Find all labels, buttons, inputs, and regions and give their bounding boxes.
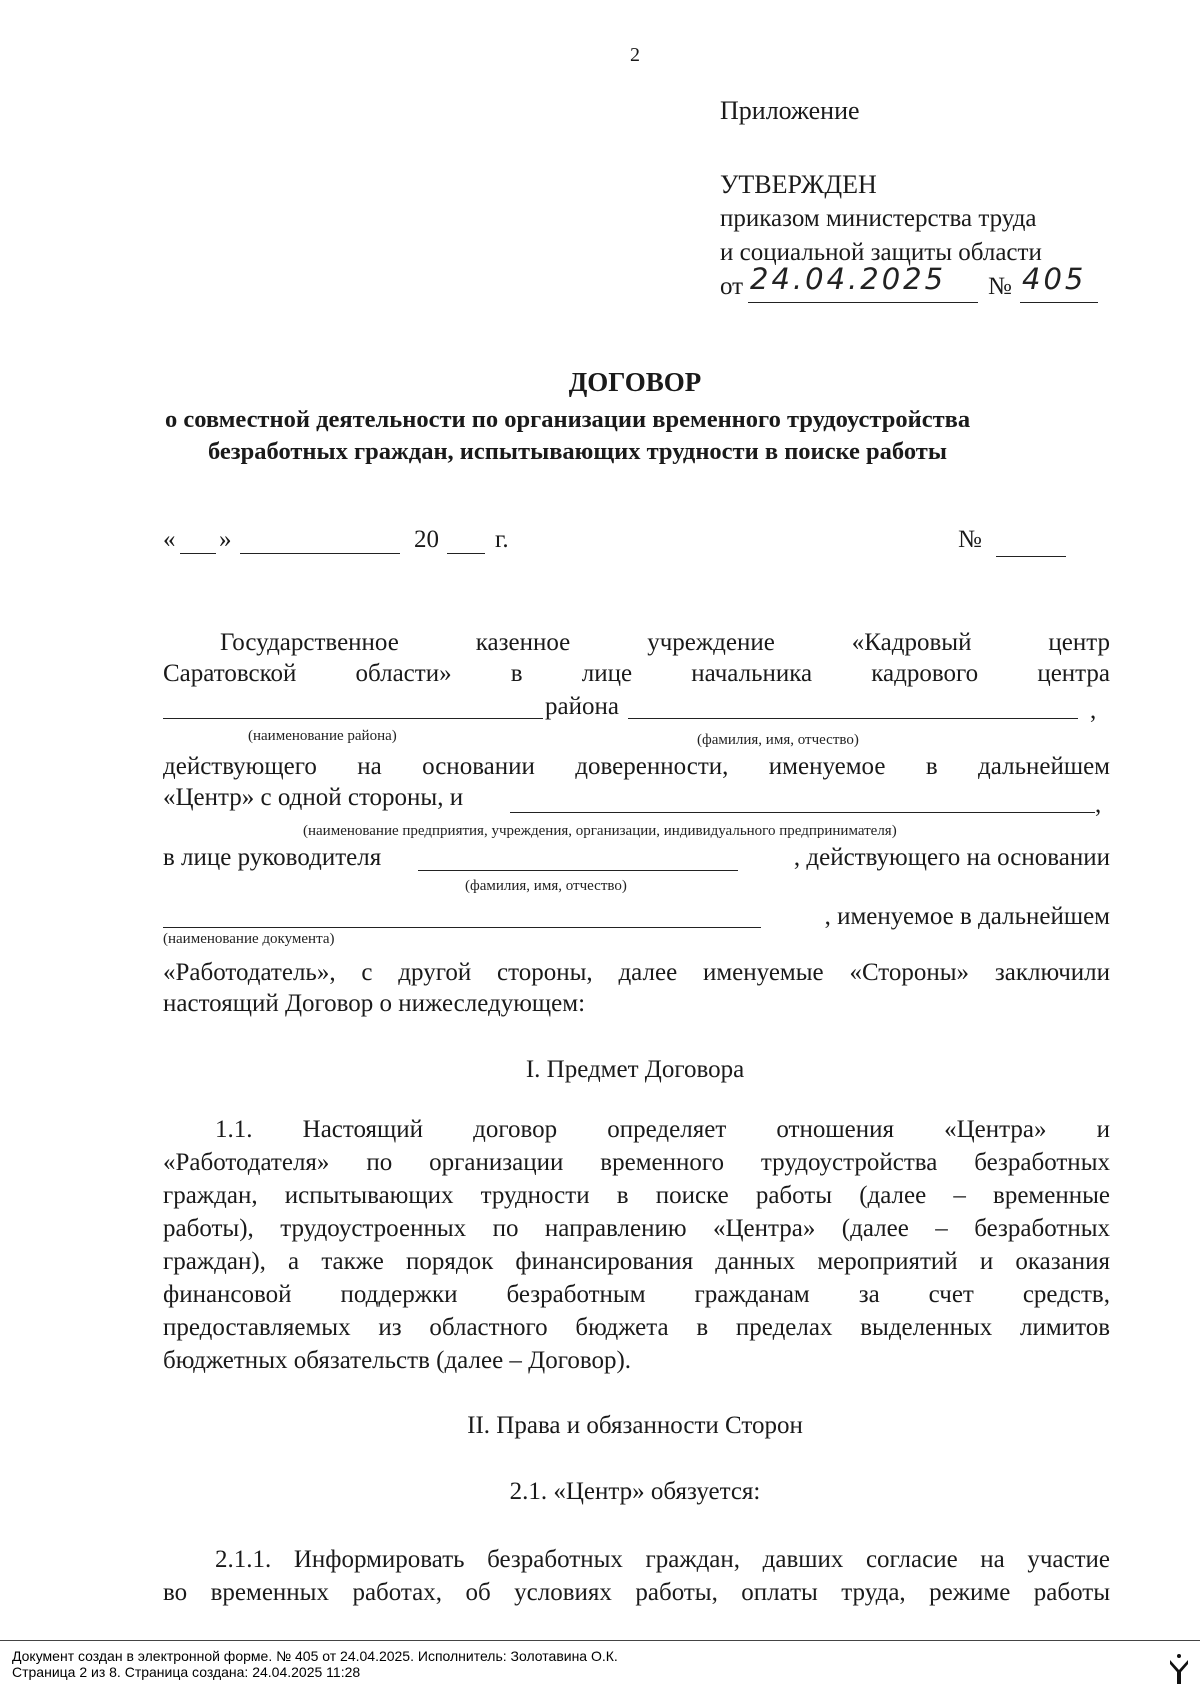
contract-number-label: № [958,526,982,553]
caption-rayon: (наименование района) [248,728,397,744]
year-prefix: 20 [414,526,439,553]
date-quote-close: » [219,526,232,553]
document-subtitle-1: о совместной деятельности по организации временного трудоустройства [165,406,971,433]
region-emblem-icon [1168,1652,1190,1686]
basis-document-blank [163,927,761,928]
order-number-prefix: № [988,273,1012,300]
parties-line-6-right: , действующего на основании [793,844,1110,871]
section-1-line: «Работодателя» по организации временного трудоустройства безработных [163,1149,1110,1176]
parties-line-8: «Работодатель», с другой стороны, далее именуемые «Стороны» заключили [163,959,1110,986]
comma-2: , [1095,791,1102,818]
parties-line-9: настоящий Договор о нижеследующем: [163,990,586,1017]
employer-name-blank [510,812,1095,813]
parties-line-5: «Центр» с одной стороны, и [163,784,464,811]
appendix-label: Приложение [720,96,860,125]
contract-number-blank [996,556,1066,557]
caption-document: (наименование документа) [163,931,335,947]
order-date-handwritten: 24.04.2025 [750,262,947,296]
page-number: 2 [630,44,640,66]
section-1-heading: I. Предмет Договора [525,1056,745,1083]
section-2-line: 2.1.1. Информировать безработных граждан, давших согласие на участие [215,1546,1110,1573]
section-1-last-line: бюджетных обязательств (далее – Договор). [163,1347,632,1374]
section-1-line: предоставляемых из областного бюджета в пределах выделенных лимитов [163,1314,1110,1341]
rayon-blank [163,718,543,719]
approved-label: УТВЕРЖДЕН [720,170,877,199]
caption-fio-1: (фамилия, имя, отчество) [697,732,859,748]
day-blank [180,553,216,554]
parties-line-4: действующего на основании доверенности, именуемое в дальнейшем [163,753,1110,780]
rayon-label: района [545,693,619,720]
parties-line-7-right: , именуемое в дальнейшем [824,903,1110,930]
order-line-2: и социальной защиты области [720,239,1042,266]
section-1-line: 1.1. Настоящий договор определяет отношения «Центра» и [215,1116,1110,1143]
section-1-line: финансовой поддержки безработным гражданам за счет средств, [163,1281,1110,1308]
parties-line-1: Государственное казенное учреждение «Кадровый центр [220,629,1110,656]
section-1-line: граждан), а также порядок финансирования данных мероприятий и оказания [163,1248,1110,1275]
footer-line-2: Страница 2 из 8. Страница создана: 24.04.2025 11:28 [12,1664,361,1680]
manager-fio-blank [418,870,738,871]
order-number-handwritten: 405 [1022,262,1087,296]
caption-fio-2: (фамилия, имя, отчество) [465,878,627,894]
year-suffix: г. [495,526,509,553]
year-blank [447,553,485,554]
director-fio-blank [628,718,1078,719]
month-blank [240,553,400,554]
section-1-line: работы), трудоустроенных по направлению «Центра» (далее – безработных [163,1215,1110,1242]
order-line-1: приказом министерства труда [720,205,1037,232]
order-number-underline [1020,302,1098,303]
date-quote-open: « [163,526,176,553]
order-date-underline [748,302,978,303]
footer-line-1: Документ создан в электронной форме. № 405 от 24.04.2025. Исполнитель: Золотавина О.К. [12,1648,618,1664]
parties-line-6-left: в лице руководителя [163,844,382,871]
comma-1: , [1090,697,1097,724]
section-2-subheading: 2.1. «Центр» обязуется: [509,1478,761,1505]
document-subtitle-2: безработных граждан, испытывающих трудности в поиске работы [208,438,947,465]
parties-line-2: Саратовской области» в лице начальника кадрового центра [163,660,1110,687]
order-date-prefix: от [720,273,744,300]
footer-divider [0,1640,1200,1641]
document-title: ДОГОВОР [568,367,702,397]
caption-organization: (наименование предприятия, учреждения, организации, индивидуального предпринимателя) [303,823,897,839]
section-2-heading: II. Права и обязанности Сторон [467,1412,803,1439]
section-1-line: граждан, испытывающих трудности в поиске работы (далее – временные [163,1182,1110,1209]
section-2-line: во временных работах, об условиях работы, оплаты труда, режиме работы [163,1579,1110,1606]
